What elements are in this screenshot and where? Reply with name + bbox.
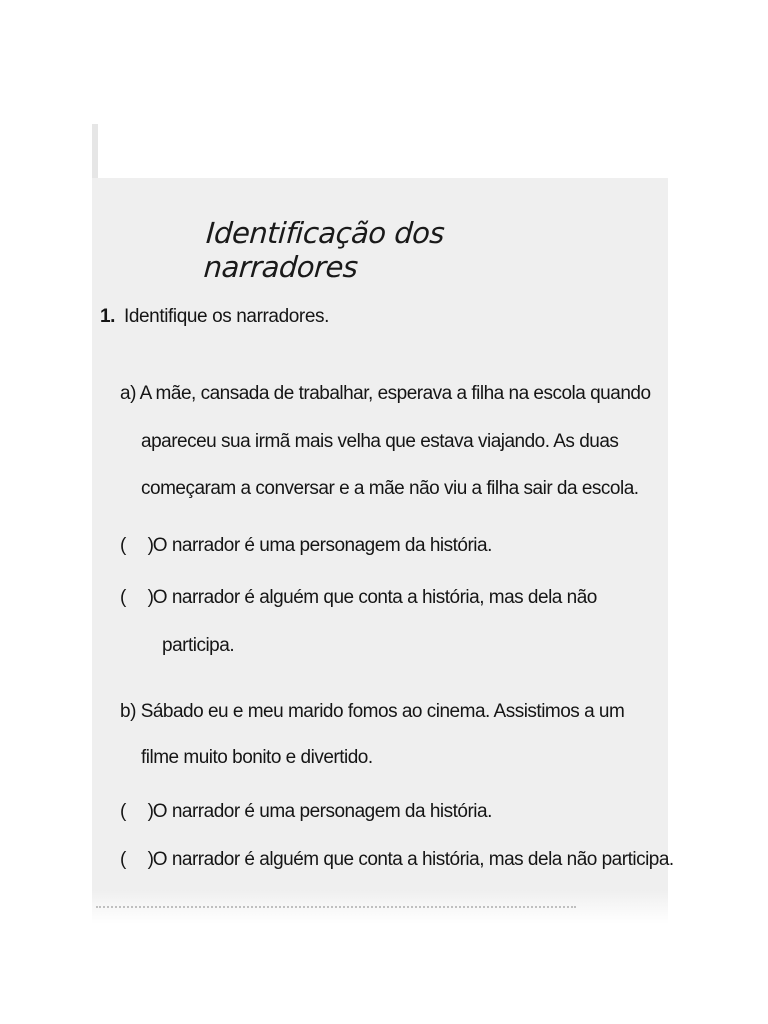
item-a-option-2 <box>120 586 597 610</box>
checkbox-marker: ( ) <box>120 587 162 608</box>
item-a-line-1 <box>120 382 651 406</box>
worksheet-title: Identificação dos narradores <box>202 216 446 284</box>
item-a-option-1 <box>120 534 492 558</box>
item-a-continuation <box>141 418 639 512</box>
question-prompt: Identifique os narradores. <box>123 306 330 327</box>
option-text: O narrador é uma personagem da história. <box>152 535 492 556</box>
item-b-text: Sábado eu e meu marido fomos ao cinema. Assistimos a um <box>140 701 625 722</box>
item-b-line-1 <box>120 700 624 724</box>
option-text: O narrador é uma personagem da história. <box>152 801 492 822</box>
question-number: 1. <box>100 306 116 327</box>
page-edge-shadow <box>92 124 98 180</box>
item-a-text: A mãe, cansada de trabalhar, esperava a filha na escola quando <box>139 383 651 404</box>
checkbox-marker: ( ) <box>120 849 162 870</box>
checkbox-marker: ( ) <box>120 535 162 556</box>
item-a-letter: a) <box>120 383 136 404</box>
cut-off-text-line <box>96 906 576 912</box>
question-heading <box>100 306 329 328</box>
option-text: O narrador é alguém que conta a história, mas dela não <box>152 587 597 608</box>
item-a-text-line: começaram a conversar e a mãe não viu a filha sair da escola. <box>141 478 639 499</box>
item-b-option-2 <box>120 848 674 872</box>
item-a-option-2-continuation: participa. <box>162 635 235 656</box>
item-a-text-line: apareceu sua irmã mais velha que estava viajando. As duas <box>141 431 619 452</box>
item-b-option-1 <box>120 800 492 824</box>
item-b-letter: b) <box>120 701 136 722</box>
checkbox-marker: ( ) <box>120 801 162 822</box>
item-b-text-line: filme muito bonito e divertido. <box>141 747 373 768</box>
option-text: O narrador é alguém que conta a história, mas dela não participa. <box>152 849 674 870</box>
